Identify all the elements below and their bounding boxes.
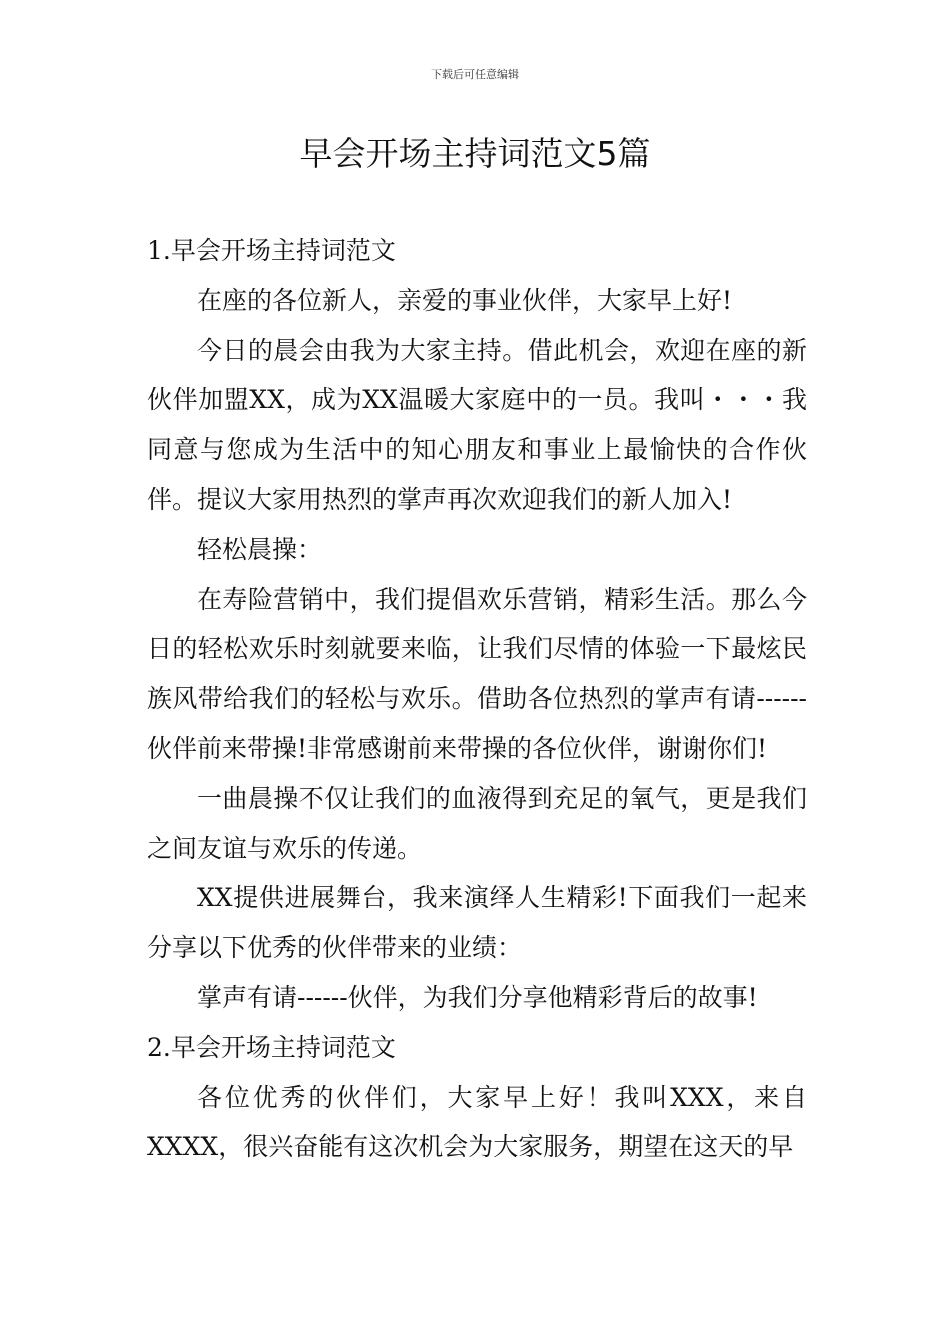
section-1-paragraph-2: 今日的晨会由我为大家主持。借此机会，欢迎在座的新伙伴加盟XX，成为XX温暖大家庭中的一员。我叫・・・我同意与您成为生活中的知心朋友和事业上最愉快的合作伙伴。提议大家用热烈的掌声再次欢迎我们的新人加入! (147, 335, 807, 514)
section-1-paragraph-1: 在座的各位新人，亲爱的事业伙伴，大家早上好! (197, 285, 733, 315)
document-title: 早会开场主持词范文5篇 (299, 134, 651, 173)
section-2-paragraph-1: 各位优秀的伙伴们，大家早上好！我叫XXX，来自XXXX，很兴奋能有这次机会为大家服务，期望在这天的早 (147, 1082, 807, 1162)
section-1-paragraph-7: 掌声有请------伙伴，为我们分享他精彩背后的故事! (197, 982, 758, 1012)
section-2-heading: 2.早会开场主持词范文 (147, 1032, 396, 1062)
document-body (147, 226, 807, 1172)
section-1-paragraph-6: XX提供进展舞台，我来演绎人生精彩!下面我们一起来分享以下优秀的伙伴带来的业绩： (147, 883, 807, 963)
section-1-paragraph-4: 在寿险营销中，我们提倡欢乐营销，精彩生活。那么今日的轻松欢乐时刻就要来临，让我们尽情的体验一下最炫民族风带给我们的轻松与欢乐。借助各位热烈的掌声有请------伙伴前来带操!非常感谢前来带操的各位伙伴，谢谢你们! (147, 584, 807, 763)
section-1-heading: 1.早会开场主持词范文 (147, 236, 396, 265)
section-1-paragraph-3: 轻松晨操： (197, 534, 323, 564)
section-1-paragraph-5: 一曲晨操不仅让我们的血液得到充足的氧气，更是我们之间友谊与欢乐的传递。 (147, 783, 807, 863)
header-note: 下载后可任意编辑 (431, 68, 519, 81)
